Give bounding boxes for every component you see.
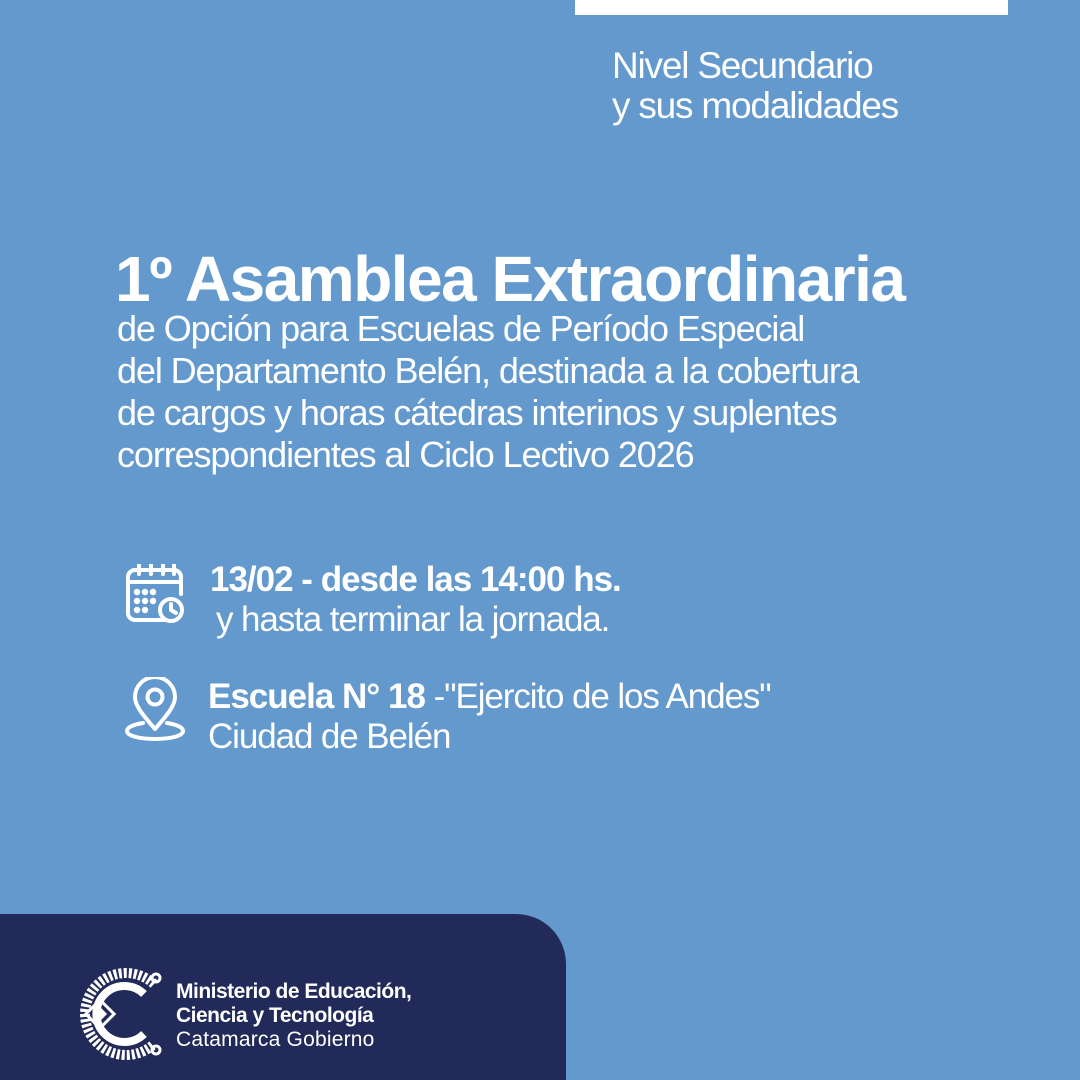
ministry-name-line-2: Ciencia y Tecnología	[176, 1004, 374, 1027]
description-line-3: de cargos y horas cátedras interinos y suplentes	[117, 392, 837, 433]
description	[117, 308, 859, 476]
description-line-2: del Departamento Belén, destinada a la cobertura	[117, 350, 859, 391]
catamarca-c-logo	[72, 968, 164, 1060]
school-number: Escuela N° 18	[208, 677, 425, 716]
level-line-1: Nivel Secundario	[612, 45, 873, 86]
description-line-4: correspondientes al Ciclo Lectivo 2026	[117, 434, 694, 475]
description-line-1: de Opción para Escuelas de Período Especial	[117, 308, 805, 349]
school-title: -"Ejercito de los Andes"	[424, 677, 771, 716]
date-time: 13/02 - desde las 14:00 hs.	[210, 560, 621, 599]
location-pin-icon	[125, 677, 187, 743]
government-name: Catamarca Gobierno	[176, 1028, 375, 1051]
top-accent-bar	[575, 0, 1008, 15]
level-line-2: y sus modalidades	[612, 85, 899, 126]
date-duration: y hasta terminar la jornada.	[216, 600, 610, 639]
level-heading	[612, 46, 898, 126]
page-title: 1º Asamblea Extraordinaria	[115, 243, 905, 315]
ministry-name-line-1: Ministerio de Educación,	[176, 980, 412, 1003]
city-name: Ciudad de Belén	[208, 717, 451, 756]
school-name	[208, 677, 771, 717]
ministry-footer	[0, 914, 566, 1080]
calendar-clock-icon	[125, 564, 187, 626]
